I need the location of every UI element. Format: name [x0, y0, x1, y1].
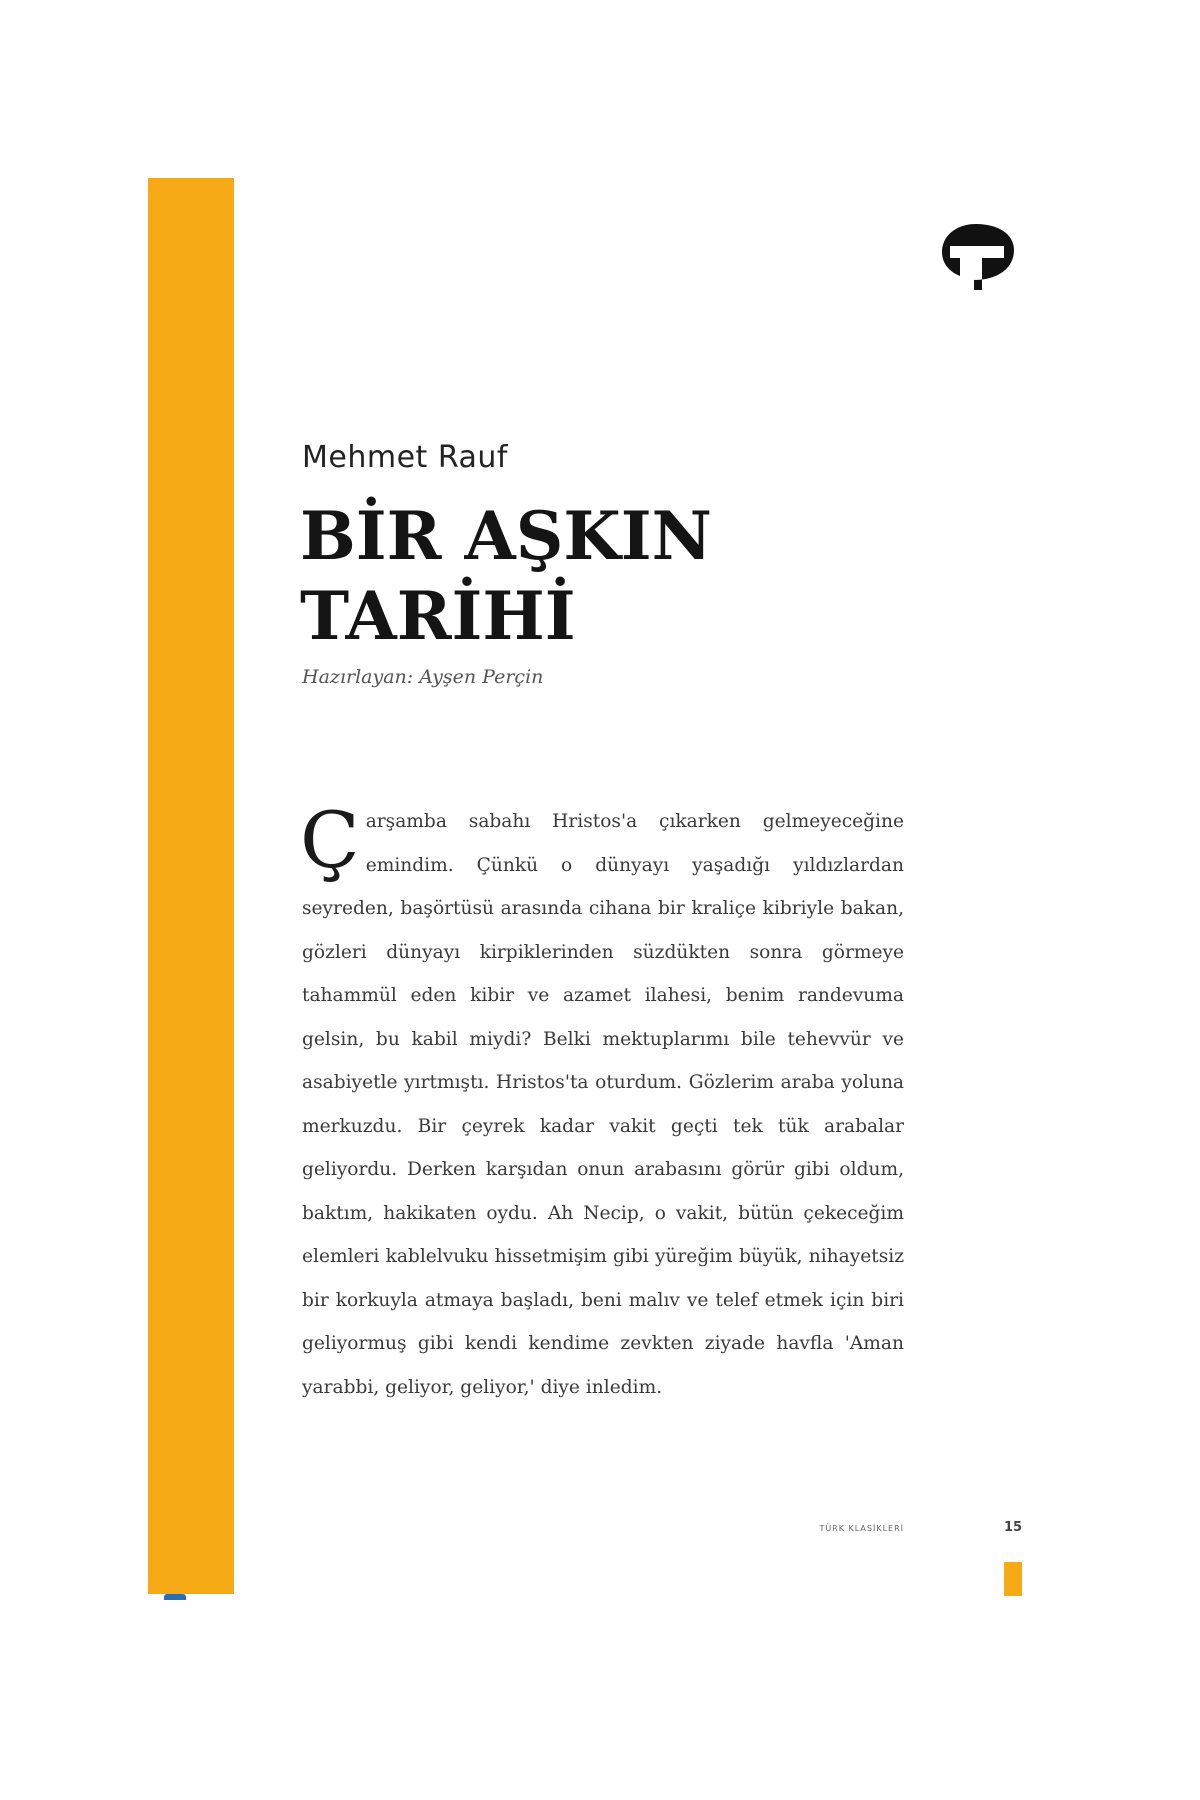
book-title — [300, 496, 712, 656]
editor-credit: Hazırlayan: Ayşen Perçin — [302, 666, 544, 688]
series-footer-label: TÜRK KLASİKLERİ — [819, 1524, 904, 1533]
publisher-logo-icon — [938, 220, 1018, 292]
author-name: Mehmet Rauf — [302, 440, 508, 475]
excerpt-text: arşamba sabahı Hristos'a çıkarken gelmeyeceğine emindim. Çünkü o dünyayı yaşadığı yıldızlardan seyreden, başörtüsü arasında cihana bir kraliçe kibriyle bakan, gözleri dünyayı kirpiklerinden süzdükten sonra görmeye tahammül eden kibir ve azamet ilahesi, benim randevuma gelsin, bu kabil miydi? Belki mektuplarımı bile tehevvür ve asabiyetle yırtmıştı. Hristos'ta oturdum. Gözlerim araba yoluna merkuzdu. Bir çeyrek kadar vakit geçti tek tük arabalar geliyordu. Derken karşıdan onun arabasını görür gibi oldum, baktım, hakikaten oydu. Ah Necip, o vakit, bütün çekeceğim elemleri kablelvuku hissetmişim gibi yüreğim büyük, nihayetsiz bir korkuyla atmaya başladı, beni malıv ve telef etmek için biri geliyormuş gibi kendi kendime zevkten ziyade havfla 'Aman yarabbi, geliyor, geliyor,' diye inledim. — [302, 811, 904, 1398]
book-title-line-1: BİR AŞKIN — [300, 497, 712, 575]
page-tab-marker — [1004, 1562, 1022, 1596]
book-title-line-2: TARİHİ — [300, 577, 576, 655]
drop-cap: Ç — [300, 796, 360, 886]
spine-accent-bar — [148, 178, 234, 1594]
spine-mark — [164, 1594, 186, 1600]
page-number: 15 — [1003, 1520, 1023, 1535]
excerpt-paragraph — [300, 796, 904, 1409]
